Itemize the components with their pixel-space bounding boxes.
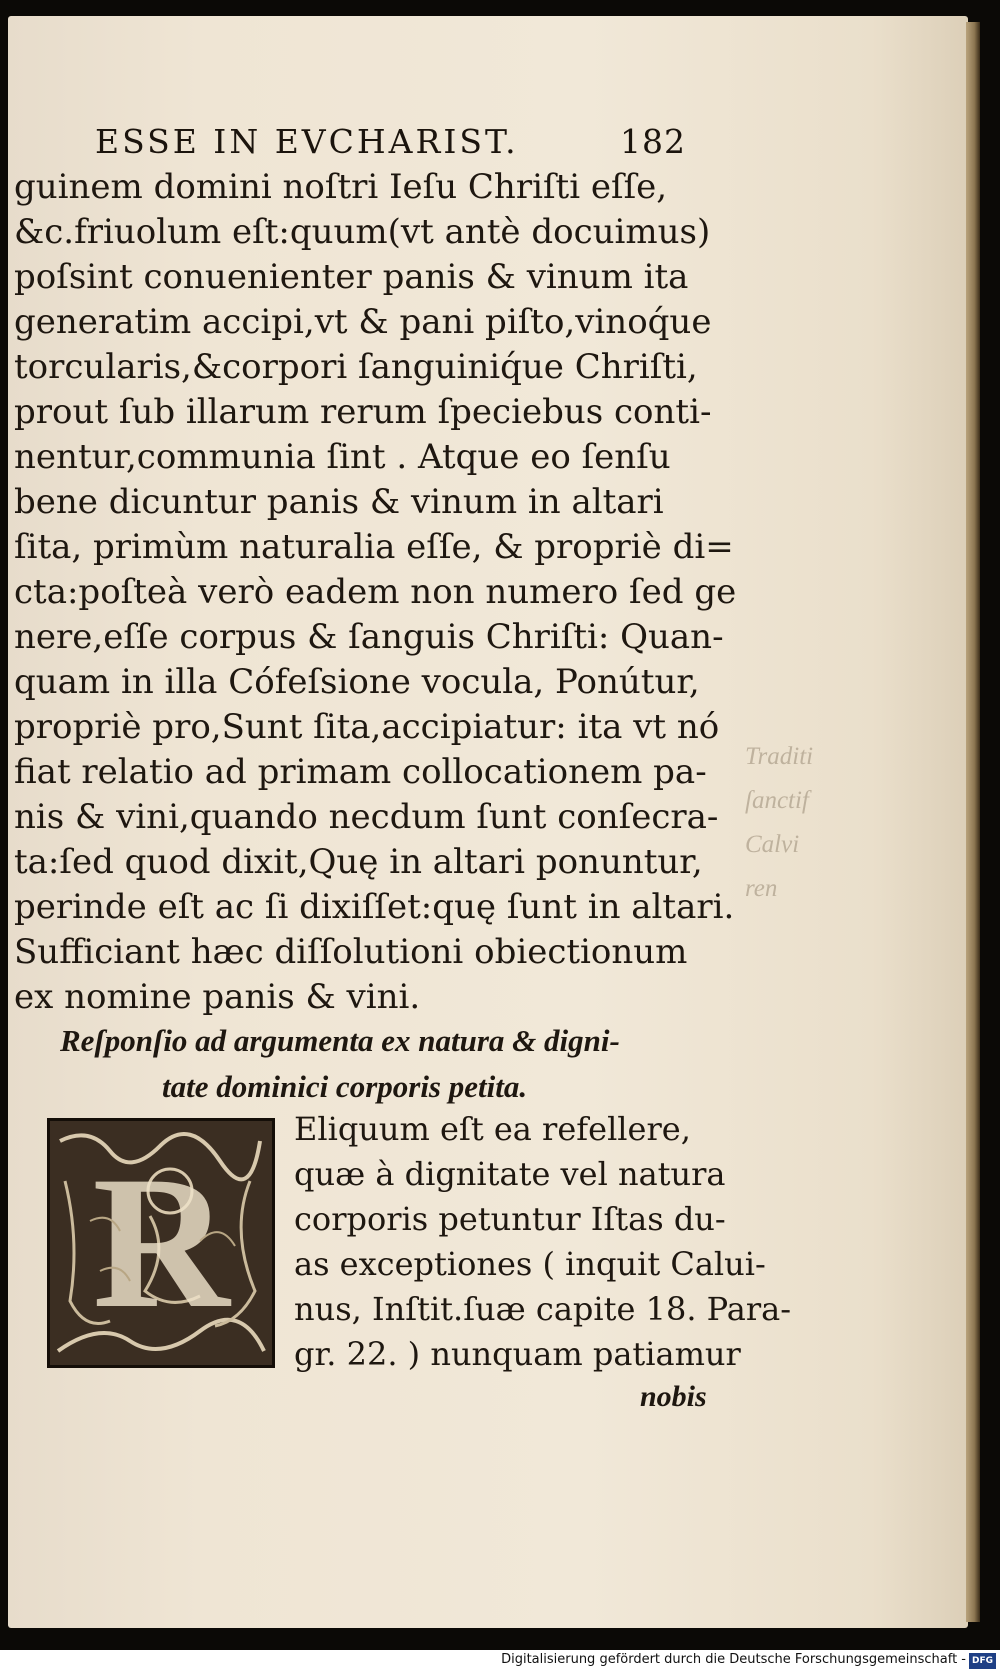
- section-rubric: [60, 1018, 720, 1110]
- text-line: prout ſub illarum rerum ſpeciebus conti-: [14, 392, 712, 432]
- text-line: ſita, primùm naturalia eſſe, & propriè di=: [14, 527, 734, 567]
- text-line: corporis petuntur Iſtas du-: [294, 1200, 726, 1238]
- text-line: cta:poſteà verò eadem non numero ſed ge: [14, 572, 737, 612]
- text-line: perinde eſt ac ſi dixiſſet:quę ſunt in altari.: [14, 887, 735, 927]
- marginal-note: Calvi: [745, 831, 800, 858]
- text-line: bene dicuntur panis & vinum in altari: [14, 482, 664, 522]
- main-text-block: [14, 165, 737, 1020]
- text-line: generatim accipi,vt & pani piſto,vinoq́ue: [14, 302, 712, 342]
- text-line: quam in illa Cófeſsione vocula, Ponútur,: [14, 662, 700, 702]
- marginal-note: Traditi: [745, 743, 814, 770]
- text-line: Eliquum eſt ea refellere,: [294, 1110, 691, 1148]
- text-line: nere,eſſe corpus & ſanguis Chriſti: Quan-: [14, 617, 724, 657]
- text-line: ex nomine panis & vini.: [14, 977, 421, 1017]
- rubric-line: Reſponſio ad argumenta ex natura & digni-: [60, 1023, 620, 1058]
- dfg-logo-icon: DFG: [969, 1653, 996, 1669]
- text-line: ta:ſed quod dixit,Quę in altari ponuntur,: [14, 842, 703, 882]
- text-line: propriè pro,Sunt ſita,accipiatur: ita vt nó: [14, 707, 720, 747]
- text-line: Sufficiant hæc diſſolutioni obiectionum: [14, 932, 688, 972]
- initial-letter: R: [92, 1138, 230, 1348]
- text-line: guinem domini noſtri Ieſu Chriſti eſſe,: [14, 167, 668, 207]
- rubric-line: tate dominici corporis petita.: [162, 1069, 528, 1104]
- marginal-note: ſanctif: [745, 787, 809, 814]
- text-line: &c.friuolum eſt:quum(vt antè docuimus): [14, 212, 711, 252]
- text-line: fiat relatio ad primam collocationem pa-: [14, 752, 707, 792]
- text-line: as exceptiones ( inquit Calui-: [294, 1245, 766, 1283]
- catchword: nobis: [640, 1380, 707, 1413]
- text-line: gr. 22. ) nunquam patiamur: [294, 1335, 741, 1373]
- running-title: ESSE IN EVCHARIST.: [95, 122, 519, 161]
- digitization-footer: [0, 1650, 1000, 1673]
- text-line: quæ à dignitate vel natura: [294, 1155, 726, 1193]
- woodcut-initial: [50, 1121, 272, 1365]
- text-line: nus, Inſtit.ſuæ capite 18. Para-: [294, 1290, 792, 1328]
- funding-credit: Digitalisierung gefördert durch die Deutsche Forschungsgemeinschaft -: [501, 1652, 966, 1667]
- initial-paragraph: [294, 1106, 792, 1376]
- text-line: nentur,communia ſint . Atque eo ſenſu: [14, 437, 671, 477]
- page-number: 182: [620, 122, 686, 161]
- marginal-note: ren: [745, 875, 778, 902]
- text-line: torcularis,&corpori ſanguiniq́ue Chriſti,: [14, 347, 698, 387]
- text-line: poſsint conuenienter panis & vinum ita: [14, 257, 689, 297]
- decorated-initial-icon: [47, 1118, 275, 1368]
- text-line: nis & vini,quando necdum ſunt conſecra-: [14, 797, 719, 837]
- page-fore-edge: [966, 22, 980, 1622]
- marginalia-bleedthrough: [745, 735, 855, 911]
